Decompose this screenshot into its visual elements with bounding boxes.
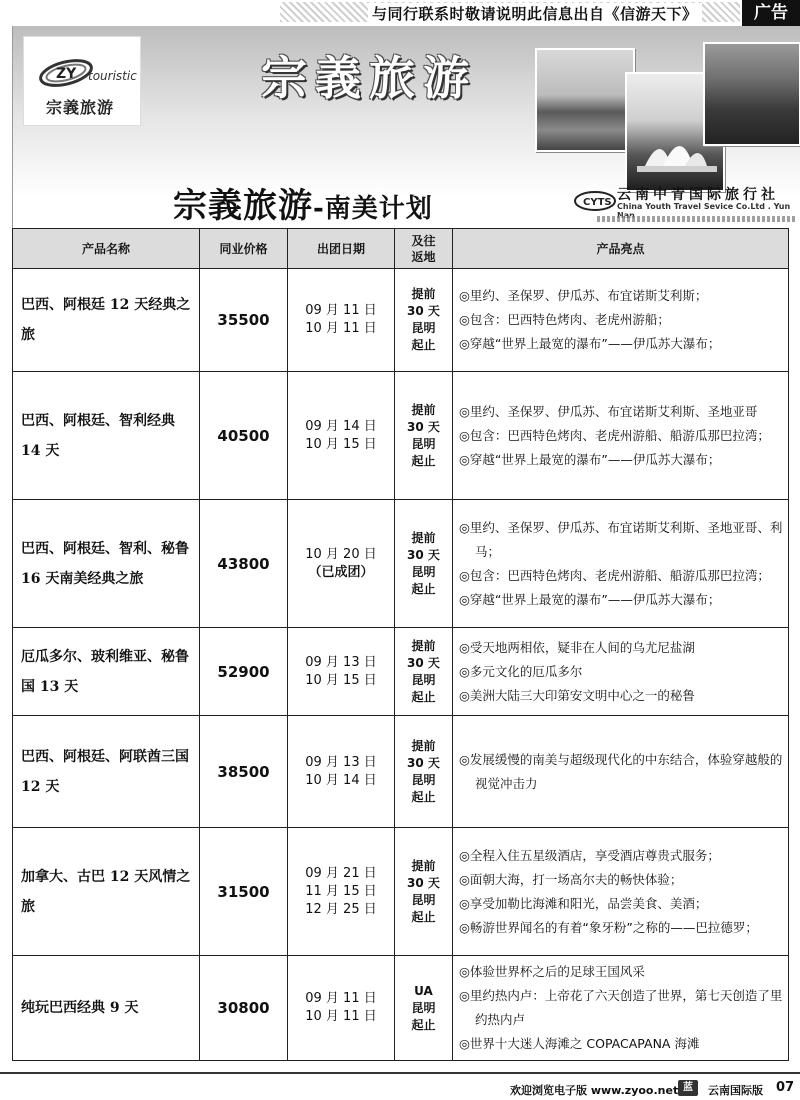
product-name: 巴西、阿根廷 12 天经典之旅 — [13, 269, 200, 372]
product-name: 纯玩巴西经典 9 天 — [13, 956, 200, 1061]
table-row — [13, 956, 789, 1061]
highlight-item: ◎穿越“世界上最宽的瀑布”——伊瓜苏大瀑布； — [459, 591, 721, 607]
date: 09 月 11 日 — [305, 303, 377, 318]
departure-line: 起止 — [411, 1017, 436, 1032]
departure-line: 提前 — [411, 530, 436, 545]
product-price: 30800 — [200, 956, 288, 1061]
landscape-photo-road — [535, 48, 635, 152]
highlights — [453, 372, 789, 500]
edition-badge: 蓝 — [678, 1080, 698, 1096]
page-number: 07 — [776, 1080, 795, 1095]
departure-info — [395, 372, 453, 500]
departure-line: 昆明 — [411, 436, 436, 451]
table-row — [13, 372, 789, 500]
departure-dates — [288, 628, 395, 716]
plan-title-main: 宗義旅游 — [173, 186, 313, 226]
product-name: 巴西、阿根廷、智利、秘鲁 16 天南美经典之旅 — [13, 500, 200, 628]
product-table — [12, 228, 789, 1061]
highlights — [453, 269, 789, 372]
highlight-item: ◎穿越“世界上最宽的瀑布”——伊瓜苏大瀑布； — [459, 336, 721, 351]
footer-divider — [0, 1072, 800, 1074]
departure-line: 昆明 — [411, 672, 436, 687]
table-row — [13, 500, 789, 628]
product-price: 38500 — [200, 716, 288, 828]
highlight-item: ◎面朝大海，打一场高尔夫的畅快体验； — [459, 871, 683, 887]
product-price: 31500 — [200, 828, 288, 956]
departure-info — [395, 269, 453, 372]
svg-text:ZY: ZY — [56, 66, 77, 82]
departure-line: 30 天 — [407, 419, 440, 434]
product-name: 巴西、阿根廷、阿联酋三国 12 天 — [13, 716, 200, 828]
date: 10 月 15 日 — [305, 436, 377, 452]
departure-line: 昆明 — [411, 564, 436, 579]
product-name: 厄瓜多尔、玻利维亚、秘鲁国 13 天 — [13, 628, 200, 716]
highlight-item: ◎里约、圣保罗、伊瓜苏、布宜诺斯艾利斯、圣地亚哥、利马； — [459, 519, 783, 559]
departure-line: 30 天 — [407, 547, 440, 562]
date: （已成团） — [308, 564, 374, 580]
departure-dates — [288, 828, 395, 956]
date: 09 月 14 日 — [305, 418, 377, 434]
highlight-item: ◎发展缓慢的南美与超级现代化的中东结合，体验穿越般的视觉冲击力 — [459, 751, 783, 791]
departure-line: 起止 — [411, 909, 436, 924]
highlights — [453, 716, 789, 828]
footer — [0, 1078, 800, 1098]
partner-english-name: China Youth Travel Sevice Co.Ltd . Yun — [617, 202, 791, 211]
highlight-item: ◎世界十大迷人海滩之 COPACAPANA 海滩 — [459, 1036, 700, 1051]
highlight-item: ◎包含：巴西特色烤肉、老虎州游船； — [459, 312, 670, 327]
highlight-item: ◎穿越“世界上最宽的瀑布”——伊瓜苏大瀑布； — [459, 451, 721, 467]
highlight-item: ◎包含：巴西特色烤肉、老虎州游船、船游瓜那巴拉湾； — [459, 567, 770, 583]
header-dates: 出团日期 — [288, 229, 395, 269]
date: 09 月 13 日 — [305, 754, 377, 770]
product-name: 加拿大、古巴 12 天风情之旅 — [13, 828, 200, 956]
departure-line: UA — [414, 983, 433, 998]
departure-line: 30 天 — [407, 875, 440, 890]
top-notice-bar — [0, 0, 800, 26]
highlight-item: ◎受天地两相依，疑非在人间的乌尤尼盐湖 — [459, 639, 695, 655]
svg-text:CYTS: CYTS — [583, 197, 612, 208]
departure-info — [395, 828, 453, 956]
departure-dates — [288, 500, 395, 628]
partner-chinese-name: 云南中青国际旅行社 — [617, 187, 779, 203]
landscape-photo-field — [703, 42, 800, 146]
highlight-item: ◎里约、圣保罗、伊瓜苏、布宜诺斯艾利斯； — [459, 288, 708, 303]
product-price: 52900 — [200, 628, 288, 716]
plan-title — [173, 178, 433, 227]
departure-dates — [288, 956, 395, 1061]
date: 10 月 14 日 — [305, 772, 377, 788]
departure-line: 起止 — [411, 789, 436, 804]
departure-line: 昆明 — [411, 892, 436, 907]
highlights — [453, 828, 789, 956]
cyts-logo-icon — [573, 190, 617, 212]
company-logo — [23, 36, 141, 126]
departure-info — [395, 500, 453, 628]
departure-line: 起止 — [411, 689, 436, 704]
header-highlights: 产品亮点 — [453, 229, 789, 269]
plan-title-sub: -南美计划 — [313, 194, 433, 224]
departure-line: 提前 — [411, 738, 436, 753]
brand-title: 宗義旅游 — [261, 51, 477, 105]
table-row — [13, 628, 789, 716]
table-row — [13, 828, 789, 956]
departure-line: 起止 — [411, 338, 436, 352]
highlights — [453, 956, 789, 1061]
product-price: 43800 — [200, 500, 288, 628]
source-notice: 与同行联系时敬请说明此信息出自《信游天下》 — [368, 3, 702, 24]
date: 10 月 15 日 — [305, 672, 377, 688]
date: 10 月 11 日 — [305, 321, 377, 336]
edition-name: 云南国际版 — [708, 1084, 763, 1097]
departure-line: 昆明 — [411, 1000, 436, 1015]
table-row — [13, 716, 789, 828]
highlight-item: ◎里约、圣保罗、伊瓜苏、布宜诺斯艾利斯、圣地亚哥 — [459, 403, 758, 419]
highlights — [453, 628, 789, 716]
departure-line: 提前 — [411, 858, 436, 873]
highlight-item: ◎包含：巴西特色烤肉、老虎州游船、船游瓜那巴拉湾； — [459, 427, 770, 443]
logo-chinese-name: 宗義旅游 — [46, 98, 115, 117]
product-price: 35500 — [200, 269, 288, 372]
departure-info — [395, 716, 453, 828]
highlight-item: ◎里约热内卢：上帝花了六天创造了世界，第七天创造了里约热内卢 — [459, 988, 783, 1027]
date: 10 月 20 日 — [305, 546, 377, 562]
header-departure-text: 及往返地 — [411, 233, 436, 264]
departure-line: 30 天 — [407, 304, 440, 318]
table-header-row — [13, 229, 789, 269]
departure-line: 昆明 — [411, 772, 436, 787]
departure-dates — [288, 716, 395, 828]
highlight-item: ◎多元文化的厄瓜多尔 — [459, 663, 583, 679]
date: 09 月 13 日 — [305, 654, 377, 670]
highlight-item: ◎全程入住五星级酒店，享受酒店尊贵式服务； — [459, 847, 720, 863]
departure-line: 提前 — [411, 638, 436, 653]
header-price: 同业价格 — [200, 229, 288, 269]
departure-info — [395, 956, 453, 1061]
product-price: 40500 — [200, 372, 288, 500]
departure-dates — [288, 269, 395, 372]
highlight-item: ◎美洲大陆三大印第安文明中心之一的秘鲁 — [459, 687, 695, 703]
departure-line: 30 天 — [407, 755, 440, 770]
highlight-item: ◎享受加勒比海滩和阳光，品尝美食、美酒； — [459, 895, 708, 911]
header-departure — [395, 229, 453, 269]
date: 09 月 11 日 — [305, 991, 377, 1006]
departure-line: 昆明 — [411, 321, 436, 335]
highlight-item: ◎体验世界杯之后的足球王国风采 — [459, 964, 645, 979]
header-name: 产品名称 — [13, 229, 200, 269]
departure-line: 起止 — [411, 581, 436, 596]
departure-line: 提前 — [411, 402, 436, 417]
partner-contact-fineprint — [597, 216, 797, 222]
date: 09 月 21 日 — [305, 865, 377, 881]
highlight-item: ◎畅游世界闻名的有着“象牙粉”之称的——巴拉德罗； — [459, 919, 758, 935]
date: 11 月 15 日 — [305, 883, 377, 899]
departure-line: 提前 — [411, 287, 436, 301]
departure-line: 30 天 — [407, 655, 440, 670]
date: 12 月 25 日 — [305, 901, 377, 917]
table-row — [13, 269, 789, 372]
product-name: 巴西、阿根廷、智利经典 14 天 — [13, 372, 200, 500]
departure-info — [395, 628, 453, 716]
departure-line: 起止 — [411, 453, 436, 468]
advertisement-tag: 广告 — [742, 0, 800, 26]
departure-dates — [288, 372, 395, 500]
logo-word: touristic — [88, 69, 137, 83]
date: 10 月 11 日 — [305, 1009, 377, 1024]
highlights — [453, 500, 789, 628]
footer-welcome-link[interactable]: 欢迎浏览电子版 www.zyoo.net — [510, 1084, 679, 1097]
